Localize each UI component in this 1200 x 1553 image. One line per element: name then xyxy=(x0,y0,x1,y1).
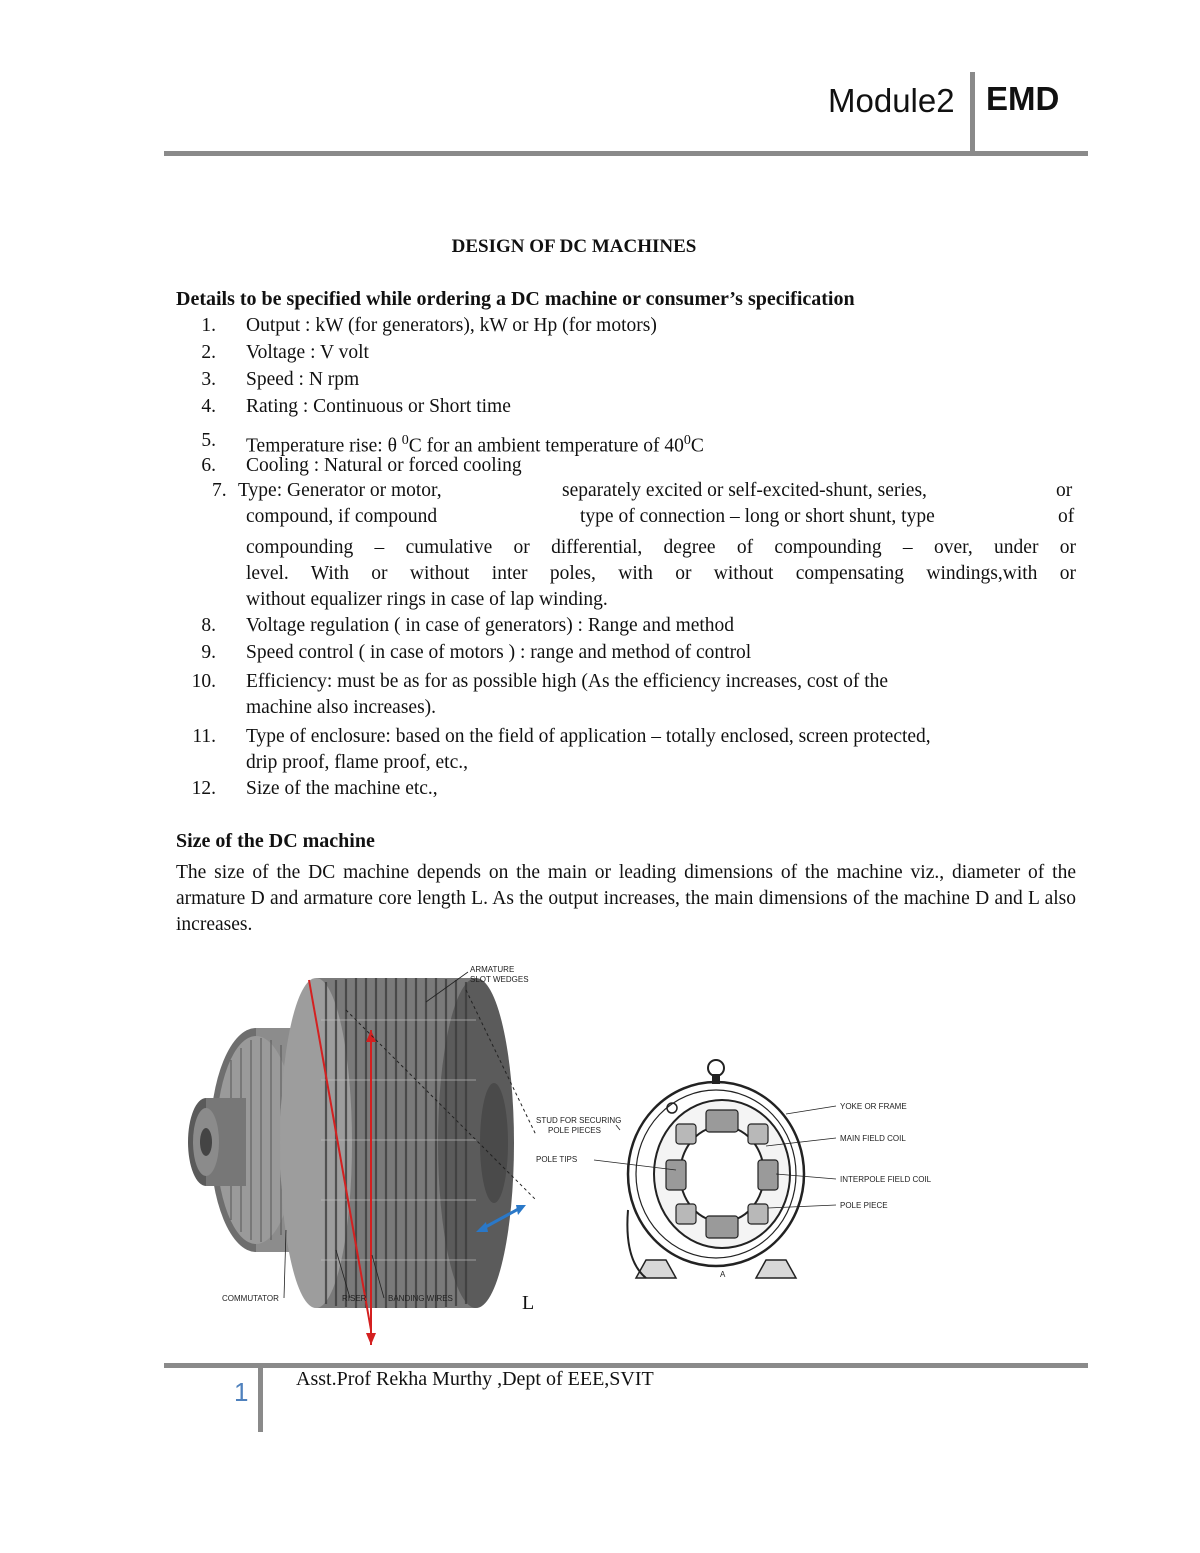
footer-author: Asst.Prof Rekha Murthy ,Dept of EEE,SVIT xyxy=(296,1368,654,1390)
item-number: 11. xyxy=(192,726,216,747)
label-interpole-field-coil: INTERPOLE FIELD COIL xyxy=(840,1175,932,1184)
item-text: Voltage : V volt xyxy=(246,342,369,363)
label-armature: ARMATURE xyxy=(470,965,515,974)
page-title: DESIGN OF DC MACHINES xyxy=(451,236,697,257)
header-subject: EMD xyxy=(986,80,1060,117)
list-item-continuation: compounding – cumulative or differential, degree of compounding – over, under or xyxy=(246,537,1076,558)
label-banding-wires: BANDING WIRES xyxy=(388,1294,453,1303)
label-yoke: YOKE OR FRAME xyxy=(840,1102,907,1111)
item-number: 6. xyxy=(201,455,216,476)
item-text: Type: Generator or motor, xyxy=(238,480,442,501)
list-item-continuation: drip proof, flame proof, etc., xyxy=(246,752,469,773)
item-number: 1. xyxy=(201,315,216,336)
header-divider xyxy=(970,72,975,156)
label-pole-piece: POLE PIECE xyxy=(840,1201,888,1210)
item-text: Type of enclosure: based on the field of application – totally enclosed, screen protected, xyxy=(246,726,931,747)
section-paragraph: The size of the DC machine depends on the main or leading dimensions of the machine viz., diameter of the armature D and armature core length L. As the output increases, the main dimensions of the machine D and L also increases. xyxy=(176,862,1076,935)
item-number: 9. xyxy=(201,642,216,663)
item-number: 3. xyxy=(201,369,216,390)
item-text: Size of the machine etc., xyxy=(246,778,438,799)
item-text-part: C for an ambient temperature of 40 xyxy=(408,435,684,457)
item-number: 12. xyxy=(191,778,216,799)
item-text: or xyxy=(1056,480,1073,501)
item-number: 5. xyxy=(201,430,216,451)
list-item-continuation: machine also increases). xyxy=(246,697,437,718)
armature-illustration xyxy=(188,965,536,1345)
stator-illustration xyxy=(536,1060,932,1279)
label-main-field-coil: MAIN FIELD COIL xyxy=(840,1134,906,1143)
item-text: Voltage regulation ( in case of generators) : Range and method xyxy=(246,615,735,636)
item-text-part: Temperature rise: θ xyxy=(246,435,402,457)
spec-heading: Details to be specified while ordering a DC machine or consumer’s specification xyxy=(176,288,855,310)
item-number: 7. xyxy=(212,480,227,501)
item-number: 10. xyxy=(191,671,216,692)
list-item-continuation: level. With or without inter poles, with or without compensating windings,with or xyxy=(246,563,1076,584)
label-slot-wedges: SLOT WEDGES xyxy=(470,975,529,984)
dimension-label-l: L xyxy=(522,1292,535,1314)
dc-machine-figure xyxy=(176,960,936,1350)
item-text: Speed : N rpm xyxy=(246,369,360,390)
arrowhead-icon xyxy=(366,1333,376,1345)
item-number: 8. xyxy=(201,615,216,636)
superscript: 0 xyxy=(401,433,409,448)
label-pole-pieces: POLE PIECES xyxy=(548,1126,601,1135)
item-text: Cooling : Natural or forced cooling xyxy=(246,455,522,476)
section-heading: Size of the DC machine xyxy=(176,830,375,852)
item-text: Output : kW (for generators), kW or Hp (for motors) xyxy=(246,315,657,336)
item-number: 2. xyxy=(201,342,216,363)
label-pole-tips: POLE TIPS xyxy=(536,1155,578,1164)
header-rule xyxy=(164,151,1088,156)
label-a: A xyxy=(720,1270,726,1279)
item-text: Speed control ( in case of motors ) : range and method of control xyxy=(246,642,752,663)
arrowhead-icon xyxy=(516,1205,526,1215)
item-number: 4. xyxy=(201,396,216,417)
item-text: of xyxy=(1058,506,1075,527)
header-module: Module2 xyxy=(828,82,955,119)
item-text: compound, if compound xyxy=(246,506,438,527)
footer-divider xyxy=(258,1368,263,1432)
item-text: Efficiency: must be as for as possible high (As the efficiency increases, cost of the xyxy=(246,671,889,692)
list-item-continuation: without equalizer rings in case of lap winding. xyxy=(246,589,608,610)
page-number: 1 xyxy=(234,1377,249,1407)
item-text: separately excited or self-excited-shunt, series, xyxy=(562,480,927,501)
item-text: Rating : Continuous or Short time xyxy=(246,396,511,417)
item-text-part: C xyxy=(690,435,704,457)
superscript: 0 xyxy=(683,433,691,448)
item-text: type of connection – long or short shunt, type xyxy=(580,506,935,527)
label-riser: RISER xyxy=(342,1294,367,1303)
label-stud: STUD FOR SECURING xyxy=(536,1116,622,1125)
label-commutator: COMMUTATOR xyxy=(222,1294,279,1303)
